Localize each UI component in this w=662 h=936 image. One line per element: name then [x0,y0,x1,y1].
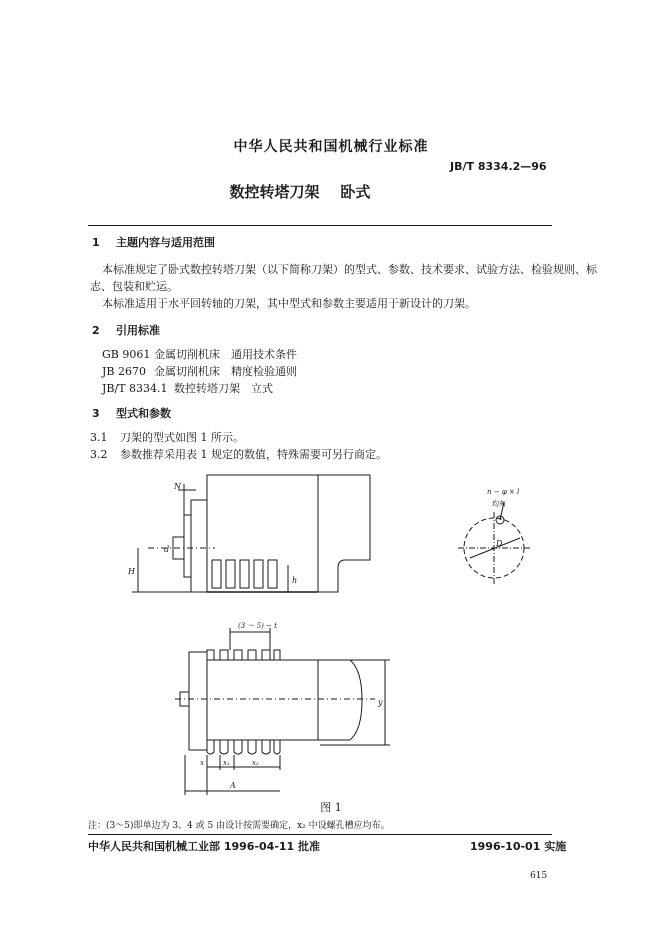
dim-label-x: x [200,759,204,767]
standard-number: JB/T 8334.2—96 [450,160,547,173]
reference-title: 金属切削机床 精度检验通则 [154,365,297,378]
section-1-para1-line2: 志、包装和贮运。 [90,280,178,293]
section-1-number: 1 [92,236,100,249]
dim-label-A: A [230,781,236,790]
dim-label-slot: (3 ～ 5) − t [238,622,277,630]
section-2-number: 2 [92,324,100,337]
dim-label-D: D [496,539,503,548]
dim-label-H: H [128,567,135,576]
section-1-para1-line1: 本标准规定了卧式数控转塔刀架（以下简称刀架）的型式、参数、技术要求、试验方法、检验规则、标 [102,263,597,276]
figure-caption: 图 1 [320,801,342,814]
dim-label-N: N [174,482,181,491]
dim-label-x1: x₁ [223,759,230,767]
reference-title: 数控转塔刀架 立式 [174,382,273,395]
turret-top-flange [189,652,207,750]
dim-label-y: y [378,698,383,707]
item-3-2-number: 3.2 [90,448,108,461]
implementation-date: 1996-10-01 实施 [470,840,567,853]
section-2-heading: 引用标准 [116,324,160,337]
section-3-heading: 型式和参数 [116,407,171,420]
item-3-1-number: 3.1 [90,431,108,444]
section-3-number: 3 [92,407,100,420]
section-1-para2: 本标准适用于水平回转轴的刀架，其中型式和参数主要适用于新设计的刀架。 [102,297,476,310]
approval-line: 中华人民共和国机械工业部 1996-04-11 批准 [88,840,321,853]
reference-code: JB/T 8334.1 [102,382,168,395]
item-3-1-text: 刀架的型式如图 1 所示。 [120,431,244,444]
turret-top-body [207,660,362,740]
issuing-org: 中华人民共和国机械行业标准 [233,139,429,155]
page-number: 615 [530,871,548,881]
tool-block-row-top [207,650,280,660]
tool-block-row-bottom [207,740,280,754]
section-1-heading: 主题内容与适用范围 [116,236,215,249]
standard-title: 数控转塔刀架 卧式 [229,183,371,201]
dim-label-h: h [292,576,298,585]
figure-note: 注：(3～5)即单边为 3、4 或 5 由设计按需要确定，x₂ 中设螺孔槽应均布。 [88,821,390,831]
circle-note: n − φ × l [487,488,520,496]
dim-label-x2: x₂ [252,759,259,767]
reference-code: GB 9061 [102,348,151,361]
reference-code: JB 2670 [102,365,146,378]
circle-even-label: 均布 [492,500,506,508]
item-3-2-text: 参数推荐采用表 1 规定的数值，特殊需要可另行商定。 [120,448,387,461]
reference-title: 金属切削机床 通用技术条件 [154,348,297,361]
footer-rule [88,834,552,835]
dim-label-d: d [164,545,170,554]
